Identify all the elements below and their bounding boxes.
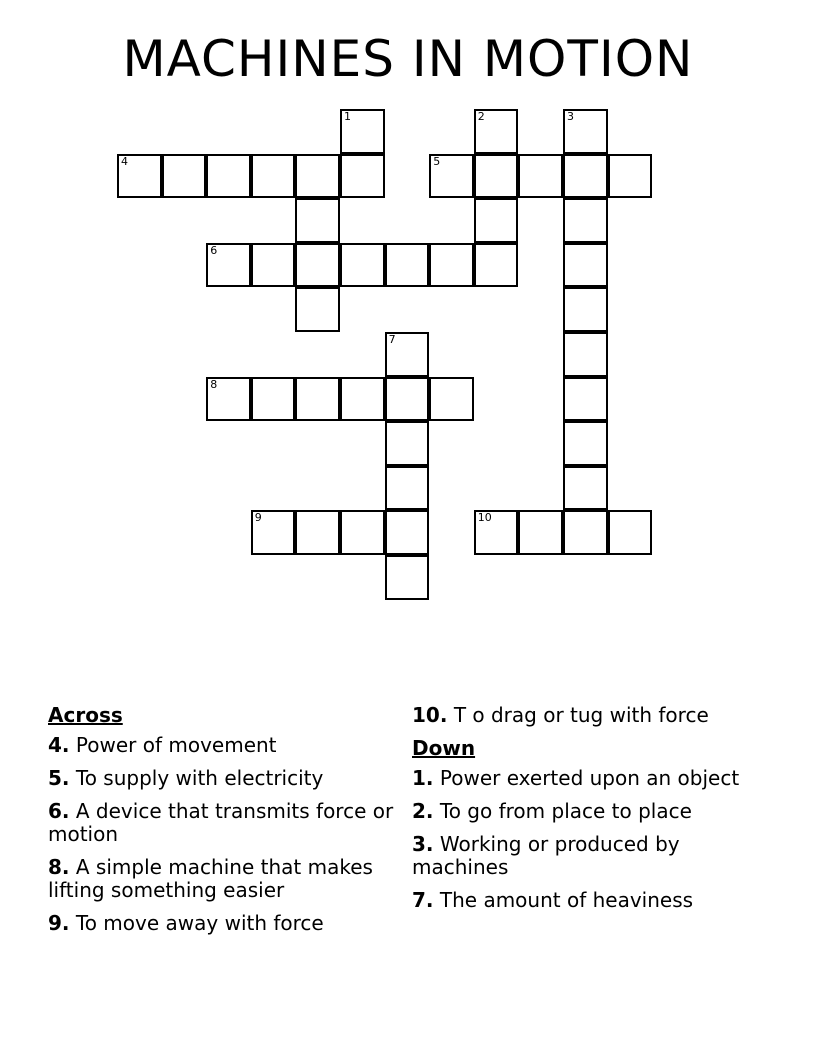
grid-cell[interactable]	[206, 243, 251, 288]
grid-cell[interactable]	[340, 109, 385, 154]
clue-across-10: 10. T o drag or tug with force	[412, 703, 709, 727]
clue-number: 6	[48, 799, 62, 823]
grid-cell[interactable]	[563, 198, 608, 243]
clue-across-6: 6. A device that transmits force or motion	[48, 799, 394, 846]
clue-number: 8	[48, 855, 62, 879]
grid-cell[interactable]	[563, 377, 608, 422]
clue-number: 2	[412, 799, 426, 823]
clue-text: Power of movement	[75, 733, 277, 757]
grid-cell[interactable]	[608, 154, 653, 199]
clue-number: 9	[48, 911, 62, 935]
grid-cell[interactable]	[563, 243, 608, 288]
cell-number: 2	[477, 110, 485, 123]
grid-cell[interactable]	[474, 198, 519, 243]
grid-cell[interactable]	[340, 510, 385, 555]
clue-across-4: 4. Power of movement	[48, 733, 277, 757]
grid-cell[interactable]	[429, 377, 474, 422]
clue-number: 10	[412, 703, 440, 727]
clue-down-1: 1. Power exerted upon an object	[412, 766, 740, 790]
grid-cell[interactable]	[206, 377, 251, 422]
clues-right-column	[412, 704, 772, 922]
grid-cell[interactable]	[385, 510, 430, 555]
grid-cell[interactable]	[518, 510, 563, 555]
grid-cell[interactable]	[518, 154, 563, 199]
grid-cell[interactable]	[563, 466, 608, 511]
grid-cell[interactable]	[385, 466, 430, 511]
clue-across-9: 9. To move away with force	[48, 911, 324, 935]
grid-cell[interactable]	[474, 243, 519, 288]
cell-number: 8	[210, 377, 218, 391]
grid-cell[interactable]	[340, 154, 385, 199]
grid-cell[interactable]	[206, 154, 251, 199]
clue-number: 7	[412, 888, 426, 912]
clue-down-7: 7. The amount of heaviness	[412, 888, 694, 912]
grid-cell[interactable]	[563, 154, 608, 199]
clue-across-8: 8. A simple machine that makes lifting something easier	[48, 855, 373, 902]
cell-number: 7	[388, 333, 396, 346]
grid-cell[interactable]	[251, 377, 296, 422]
cell-number: 5	[433, 154, 441, 168]
across-heading: Across	[48, 703, 123, 727]
grid-cell[interactable]	[295, 377, 340, 422]
clue-text: To go from place to place	[439, 799, 692, 823]
clue-text: The amount of heaviness	[439, 888, 694, 912]
clue-text: A simple machine that makes lifting something easier	[48, 855, 373, 902]
grid-cell[interactable]	[563, 332, 608, 377]
grid-cell[interactable]	[340, 243, 385, 288]
grid-cell[interactable]	[295, 510, 340, 555]
clue-down-3: 3. Working or produced by machines	[412, 832, 680, 879]
clue-text: Power exerted upon an object	[439, 766, 740, 790]
cell-number: 6	[210, 243, 218, 257]
grid-cell[interactable]	[251, 154, 296, 199]
clue-number: 4	[48, 733, 62, 757]
grid-cell[interactable]	[385, 243, 430, 288]
cell-number: 10	[477, 511, 492, 525]
grid-cell[interactable]	[474, 510, 519, 555]
cell-number: 4	[121, 154, 128, 168]
grid-cell[interactable]	[162, 154, 207, 199]
grid-cell[interactable]	[385, 421, 430, 466]
cell-number: 9	[254, 511, 262, 525]
grid-cell[interactable]	[295, 243, 340, 288]
clue-text: A device that transmits force or motion	[48, 799, 394, 846]
grid-cell[interactable]	[563, 109, 608, 154]
grid-cell[interactable]	[474, 154, 519, 199]
grid-cell[interactable]	[295, 287, 340, 332]
clue-down-2: 2. To go from place to place	[412, 799, 692, 823]
grid-cell[interactable]	[563, 510, 608, 555]
clue-number: 5	[48, 766, 62, 790]
grid-cell[interactable]	[429, 154, 474, 199]
down-heading: Down	[412, 736, 476, 760]
grid-cell[interactable]	[563, 287, 608, 332]
clue-text: To supply with electricity	[75, 766, 324, 790]
grid-cell[interactable]	[295, 198, 340, 243]
grid-cell[interactable]	[117, 154, 162, 199]
grid-cell[interactable]	[340, 377, 385, 422]
clue-text: To move away with force	[75, 911, 324, 935]
clue-text: T o drag or tug with force	[453, 703, 709, 727]
clue-number: 1	[412, 766, 426, 790]
grid-cell[interactable]	[251, 510, 296, 555]
grid-cell[interactable]	[608, 510, 653, 555]
clue-text: Working or produced by machines	[412, 832, 680, 879]
grid-cell[interactable]	[474, 109, 519, 154]
grid-cell[interactable]	[429, 243, 474, 288]
puzzle-title: MACHINES IN MOTION	[122, 30, 694, 88]
grid-cell[interactable]	[295, 154, 340, 199]
cell-number: 1	[344, 110, 351, 123]
clues-left-column	[48, 704, 398, 945]
grid-cell[interactable]	[385, 377, 430, 422]
clue-number: 3	[412, 832, 426, 856]
clue-across-5: 5. To supply with electricity	[48, 766, 324, 790]
grid-cell[interactable]	[251, 243, 296, 288]
grid-cell[interactable]	[563, 421, 608, 466]
grid-cell[interactable]	[385, 332, 430, 377]
cell-number: 3	[567, 110, 574, 123]
grid-cell[interactable]	[385, 555, 430, 600]
